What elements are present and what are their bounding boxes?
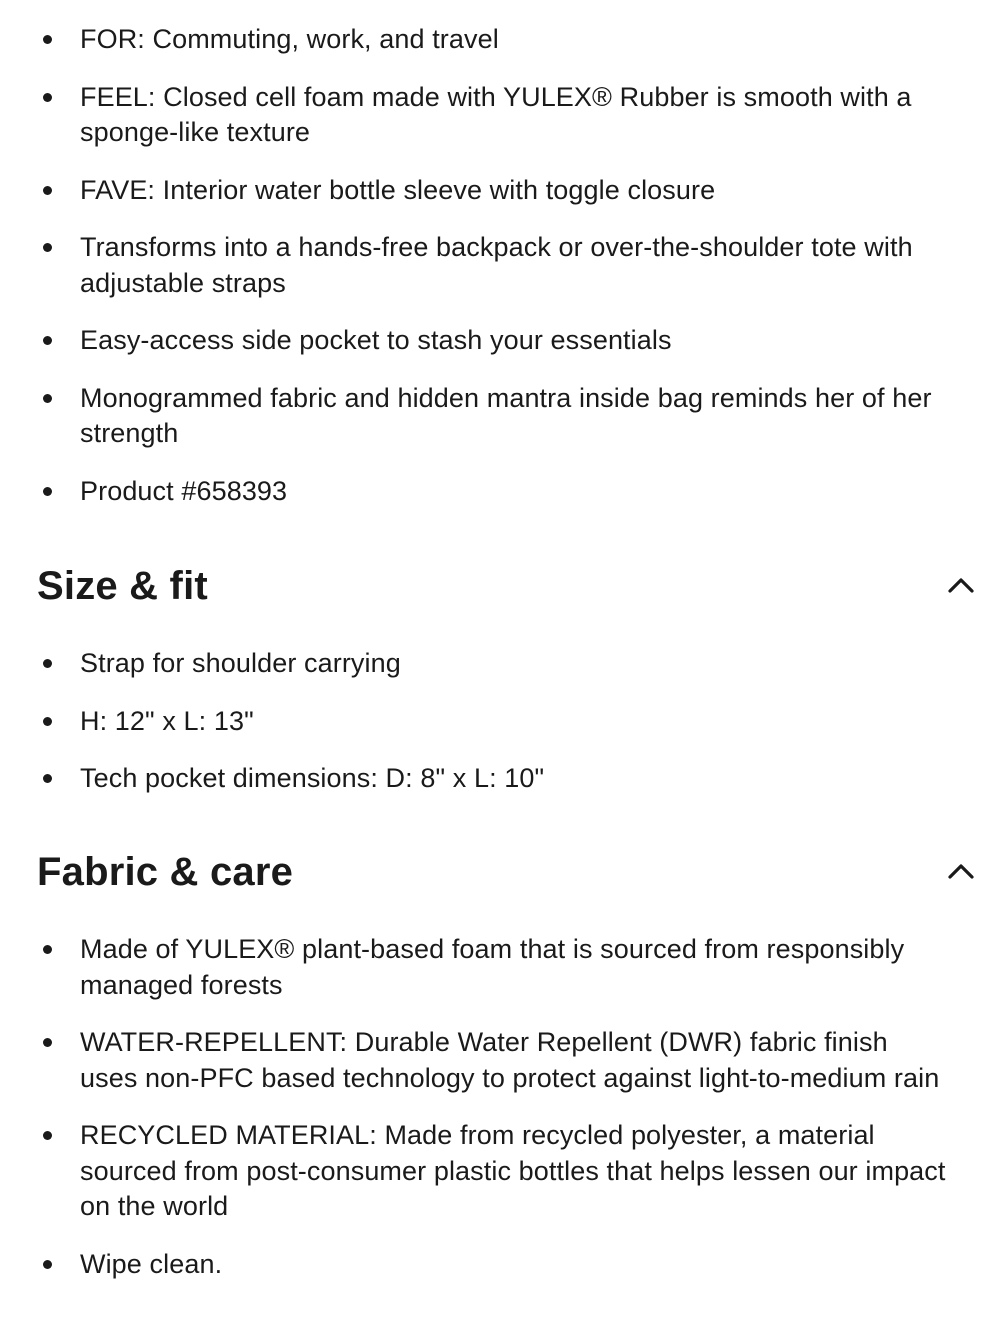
size-fit-title: Size & fit — [37, 564, 208, 608]
size-fit-text: Tech pocket dimensions: D: 8" x L: 10" — [80, 763, 545, 793]
product-number: Product #658393 — [80, 475, 288, 506]
fabric-care-text: Wipe clean. — [80, 1248, 223, 1279]
fabric-care-text: WATER-REPELLENT: Durable Water Repellent (DWR) fabric finish uses non-PFC based technology to protect against light-to-medium rain — [80, 1027, 940, 1093]
bullet-dot — [43, 394, 52, 403]
bullet-dot — [43, 1260, 52, 1269]
bullet-dot — [43, 717, 52, 726]
list-item — [0, 173, 1000, 209]
list-item — [0, 704, 1000, 740]
bullet-dot — [43, 1038, 52, 1047]
feature-text: Easy-access side pocket to stash your essentials — [80, 325, 672, 355]
bullet-dot — [43, 243, 52, 252]
bullet-dot — [43, 35, 52, 44]
list-item — [0, 1025, 1000, 1096]
bullet-dot — [43, 93, 52, 102]
size-fit-text: Strap for shoulder carrying — [80, 648, 401, 678]
fabric-care-text: RECYCLED MATERIAL: Made from recycled polyester, a material sourced from post-consumer plastic bottles that helps lessen our impact on the world — [80, 1120, 946, 1221]
list-item — [0, 80, 1000, 151]
list-item — [0, 1247, 1000, 1283]
size-fit-list — [0, 646, 1000, 819]
chevron-up-icon[interactable] — [946, 858, 976, 884]
size-fit-accordion-header[interactable] — [0, 560, 1000, 620]
feature-text: FEEL: Closed cell foam made with YULEX® Rubber is smooth with a sponge-like texture — [80, 81, 912, 147]
list-item — [0, 22, 1000, 58]
feature-text: FOR: Commuting, work, and travel — [80, 24, 499, 54]
list-item — [0, 646, 1000, 682]
list-item — [0, 932, 1000, 1003]
bullet-dot — [43, 774, 52, 783]
bullet-dot — [43, 659, 52, 668]
bullet-dot — [43, 1131, 52, 1140]
bullet-dot — [43, 487, 52, 496]
list-item — [0, 230, 1000, 301]
list-item — [0, 1118, 1000, 1225]
feature-text: Transforms into a hands-free backpack or over-the-shoulder tote with adjustable straps — [80, 232, 913, 298]
list-item — [0, 474, 1000, 510]
fabric-care-list — [0, 932, 1000, 1304]
feature-text: Monogrammed fabric and hidden mantra inside bag reminds her of her strength — [80, 382, 932, 448]
bullet-dot — [43, 186, 52, 195]
list-item — [0, 381, 1000, 452]
bullet-dot — [43, 945, 52, 954]
fabric-care-text: Made of YULEX® plant-based foam that is sourced from responsibly managed forests — [80, 934, 905, 1000]
list-item — [0, 323, 1000, 359]
bullet-dot — [43, 336, 52, 345]
chevron-up-icon[interactable] — [946, 572, 976, 598]
list-item — [0, 761, 1000, 797]
features-list — [0, 22, 1000, 531]
fabric-care-title: Fabric & care — [37, 850, 294, 894]
fabric-care-accordion-header[interactable] — [0, 846, 1000, 906]
size-fit-text: H: 12" x L: 13" — [80, 705, 254, 736]
feature-text: FAVE: Interior water bottle sleeve with toggle closure — [80, 174, 716, 205]
